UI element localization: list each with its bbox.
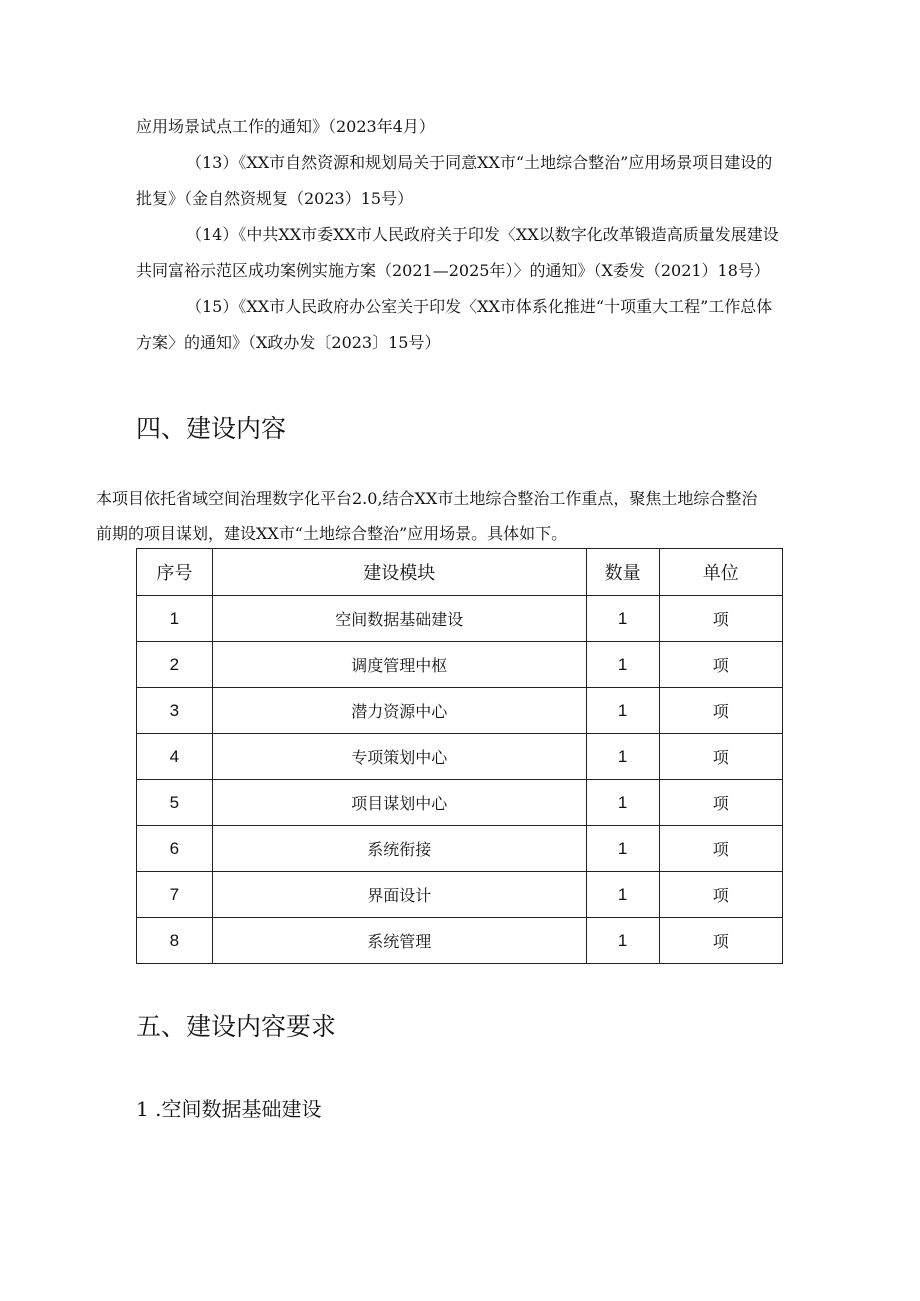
section-4-title: 四、建设内容: [136, 414, 287, 443]
reference-13: （13）《XX市自然资源和规划局关于同意XX市“土地综合整治”应用场景项目建设的: [186, 153, 773, 172]
cell-module: 潜力资源中心: [212, 688, 586, 734]
cell-unit: 项: [659, 918, 782, 964]
reference-14: （14）《中共XX市委XX市人民政府关于印发〈XX以数字化改革锻造高质量发展建设: [186, 225, 779, 244]
header-unit: 单位: [659, 549, 782, 596]
cell-index: 4: [137, 734, 213, 780]
section-4-intro: 本项目依托省域空间治理数字化平台2.0,结合XX市土地综合整治工作重点，聚焦土地综合整治: [96, 489, 758, 508]
cell-index: 3: [137, 688, 213, 734]
subsection-1-title: 1 .空间数据基础建设: [136, 1097, 322, 1121]
section-4-intro: 前期的项目谋划，建设XX市“土地综合整治”应用场景。具体如下。: [96, 524, 568, 543]
cell-unit: 项: [659, 780, 782, 826]
table-row: [137, 596, 783, 642]
cell-module: 系统管理: [212, 918, 586, 964]
cell-unit: 项: [659, 826, 782, 872]
cell-index: 5: [137, 780, 213, 826]
reference-15: （15）《XX市人民政府办公室关于印发〈XX市体系化推进“十项重大工程”工作总体: [186, 297, 773, 316]
cell-unit: 项: [659, 734, 782, 780]
table-header-row: [137, 549, 783, 596]
cell-module: 界面设计: [212, 872, 586, 918]
reference-line: 批复》（金自然资规复（2023）15号）: [136, 189, 414, 208]
table-row: [137, 918, 783, 964]
construction-modules-table: [136, 548, 783, 964]
cell-module: 空间数据基础建设: [212, 596, 586, 642]
table-row: [137, 780, 783, 826]
cell-module: 专项策划中心: [212, 734, 586, 780]
cell-index: 7: [137, 872, 213, 918]
cell-unit: 项: [659, 596, 782, 642]
cell-unit: 项: [659, 688, 782, 734]
table-row: [137, 642, 783, 688]
cell-quantity: 1: [586, 826, 659, 872]
cell-quantity: 1: [586, 688, 659, 734]
cell-quantity: 1: [586, 918, 659, 964]
table-row: [137, 688, 783, 734]
cell-index: 2: [137, 642, 213, 688]
reference-line: 应用场景试点工作的通知》（2023年4月）: [136, 117, 435, 136]
table-row: [137, 872, 783, 918]
cell-index: 6: [137, 826, 213, 872]
reference-line: 方案〉的通知》（X政办发〔2023〕15号）: [136, 333, 441, 352]
header-quantity: 数量: [586, 549, 659, 596]
cell-unit: 项: [659, 872, 782, 918]
cell-index: 1: [137, 596, 213, 642]
table-row: [137, 826, 783, 872]
cell-unit: 项: [659, 642, 782, 688]
section-5-title: 五、建设内容要求: [136, 1012, 337, 1041]
cell-index: 8: [137, 918, 213, 964]
cell-module: 项目谋划中心: [212, 780, 586, 826]
header-module: 建设模块: [212, 549, 586, 596]
cell-quantity: 1: [586, 780, 659, 826]
cell-quantity: 1: [586, 734, 659, 780]
cell-quantity: 1: [586, 872, 659, 918]
header-index: 序号: [137, 549, 213, 596]
cell-module: 系统衔接: [212, 826, 586, 872]
reference-line: 共同富裕示范区成功案例实施方案（2021—2025年）〉的通知》（X委发（2021）18号）: [136, 261, 770, 280]
cell-module: 调度管理中枢: [212, 642, 586, 688]
cell-quantity: 1: [586, 596, 659, 642]
cell-quantity: 1: [586, 642, 659, 688]
table-row: [137, 734, 783, 780]
